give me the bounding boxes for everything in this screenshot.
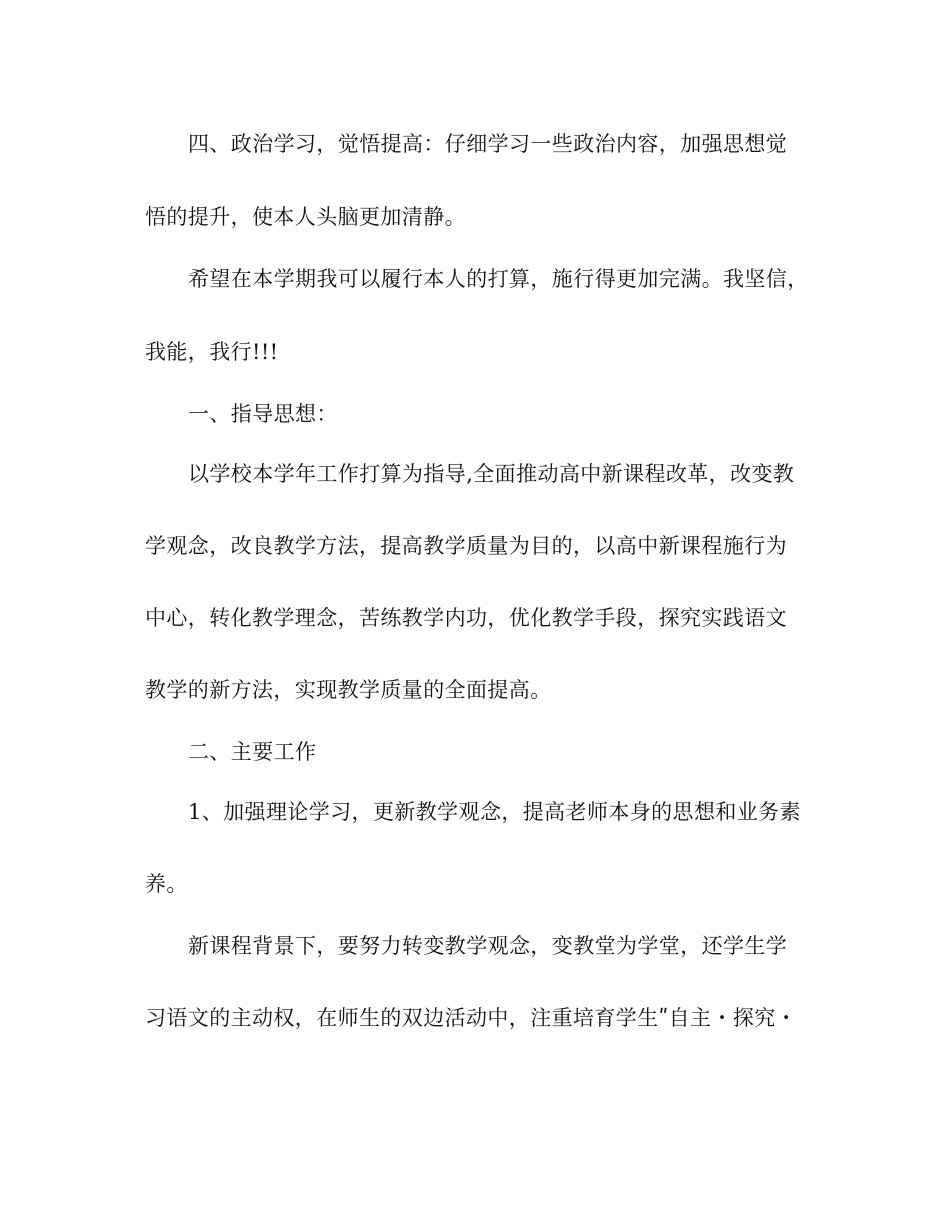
paragraph-curriculum-line-1: 新课程背景下，要努力转变教学观念，变教堂为学堂，还学生学 bbox=[188, 934, 788, 958]
paragraph-guide-line-3: 中心，转化教学理念，苦练教学内功，优化教学手段，探究实践语文 bbox=[145, 606, 787, 630]
heading-main-work: 二、主要工作 bbox=[188, 740, 317, 764]
paragraph-theory-line-2: 养。 bbox=[145, 872, 188, 896]
paragraph-theory-line-1: 1、加强理论学习，更新教学观念，提高老师本身的思想和业务素 bbox=[188, 800, 801, 824]
paragraph-guide-line-1: 以学校本学年工作打算为指导,全面推动高中新课程改革，改变教 bbox=[188, 462, 795, 486]
paragraph-politics-line-2: 悟的提升，使本人头脑更加清静。 bbox=[145, 205, 466, 229]
paragraph-guide-line-4: 教学的新方法，实现教学质量的全面提高。 bbox=[145, 678, 552, 702]
paragraph-curriculum-line-2: 习语文的主动权，在师生的双边活动中，注重培育学生ʺ自主・探究・ bbox=[145, 1006, 798, 1030]
paragraph-guide-line-2: 学观念，改良教学方法，提高教学质量为目的，以高中新课程施行为 bbox=[145, 534, 787, 558]
heading-guiding-ideology: 一、指导思想： bbox=[188, 402, 338, 426]
paragraph-politics-line-1: 四、政治学习，觉悟提高：仔细学习一些政治内容，加强思想觉 bbox=[188, 132, 788, 156]
paragraph-hope-line-1: 希望在本学期我可以履行本人的打算，施行得更加完满。我坚信， bbox=[188, 267, 809, 291]
paragraph-hope-line-2: 我能，我行!!! bbox=[145, 340, 279, 364]
